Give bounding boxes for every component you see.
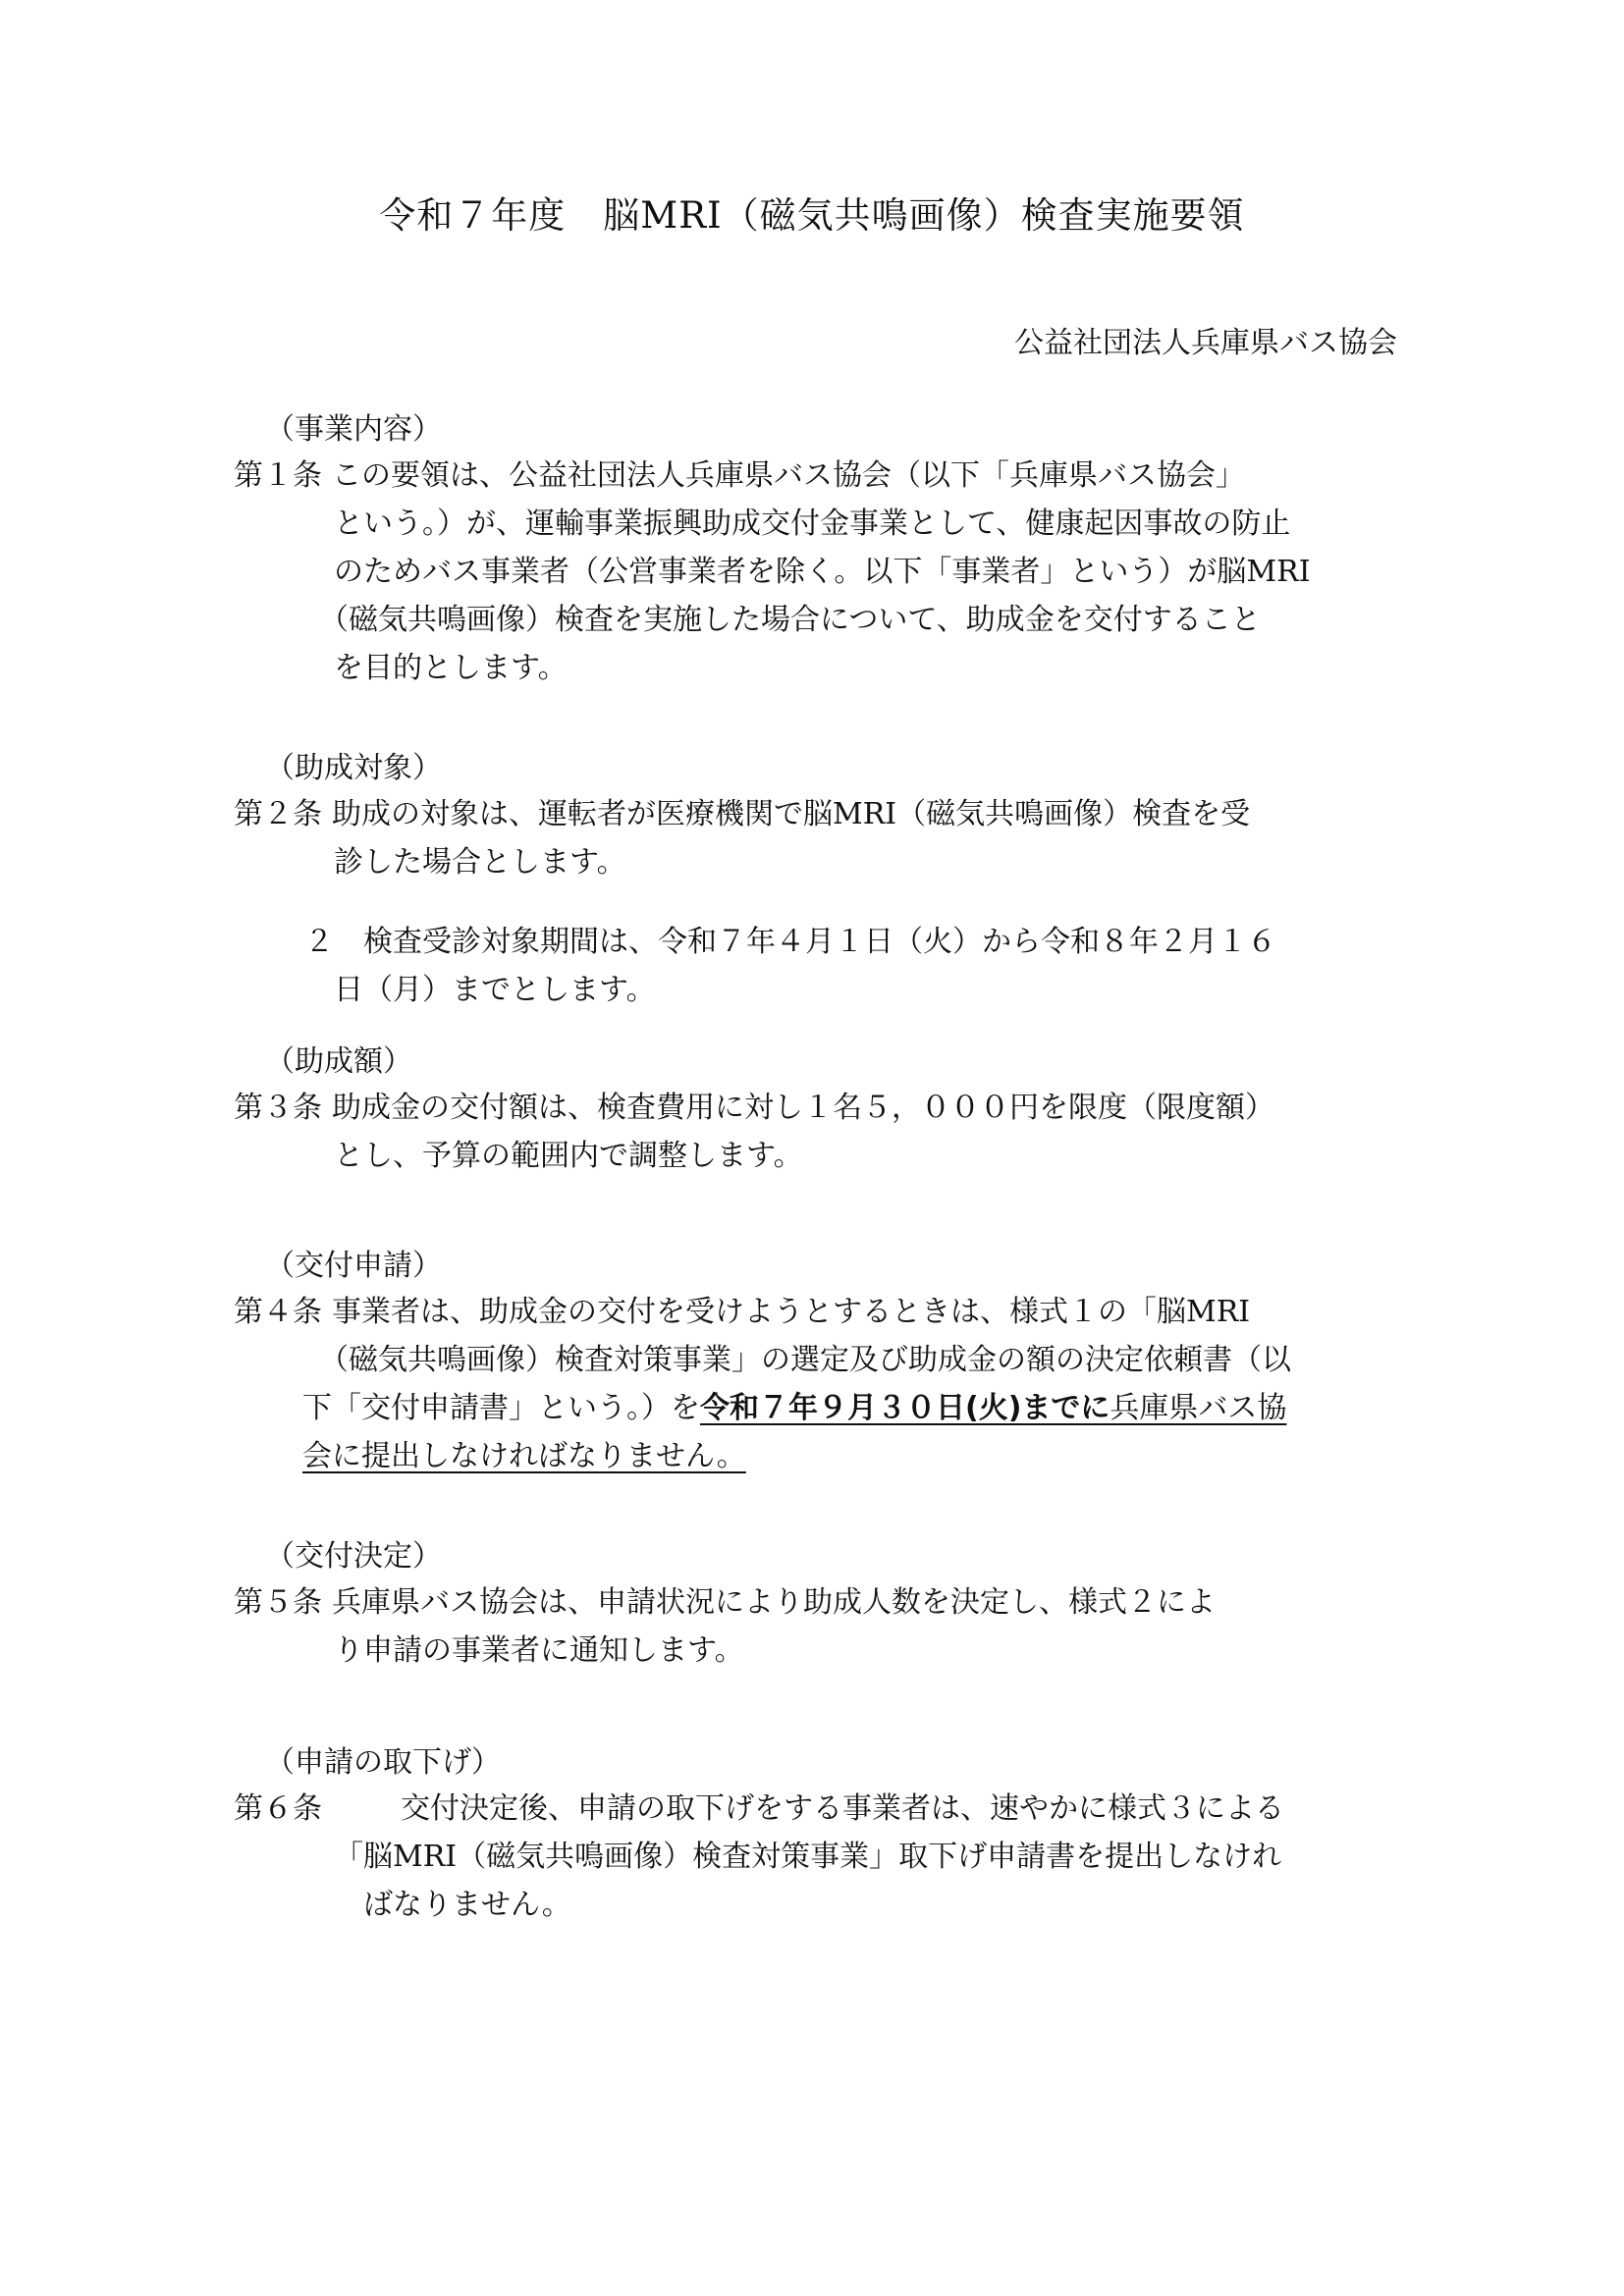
article-number: 第３条: [234, 1091, 322, 1125]
article-number: 第６条: [234, 1791, 322, 1826]
article-text: 下「交付申請書」という。）を: [302, 1391, 700, 1425]
section-heading: （事業内容）: [265, 412, 442, 447]
article-text: この要領は、公益社団法人兵庫県バス協会（以下「兵庫県バス協会」: [332, 458, 1245, 493]
article-text: 助成の対象は、運転者が医療機関で脳MRI（磁気共鳴画像）検査を受: [332, 797, 1251, 831]
document-title: 令和７年度 脳MRI（磁気共鳴画像）検査実施要領: [379, 194, 1245, 237]
section-heading: （交付申請）: [265, 1249, 442, 1283]
article-text-deadline-line: [302, 1384, 1286, 1432]
section-heading: （申請の取下げ）: [265, 1745, 501, 1780]
article-paragraph-2: ２ 検査受診対象期間は、令和７年４月１日（火）から令和８年２月１６: [304, 925, 1276, 959]
section-heading: （交付決定）: [265, 1539, 442, 1574]
article-text: （磁気共鳴画像）検査を実施した場合について、助成金を交付すること: [319, 603, 1261, 637]
article-number: 第２条: [234, 797, 322, 831]
article-first-line: [234, 1288, 1250, 1336]
article-text: を目的とします。: [334, 651, 568, 685]
article-text: 日（月）までとします。: [334, 973, 656, 1007]
article-text: 診した場合とします。: [334, 845, 626, 880]
article-first-line: [234, 452, 1245, 500]
article-first-line: [234, 1084, 1274, 1132]
article-text: り申請の事業者に通知します。: [334, 1633, 744, 1668]
article-text: という。）が、運輸事業振興助成交付金事業として、健康起因事故の防止: [334, 507, 1291, 541]
article-number: 第５条: [234, 1585, 322, 1620]
article-text-underlined: 会に提出しなければなりません。: [302, 1439, 746, 1473]
article-text: のためバス事業者（公営事業者を除く。以下「事業者」という）が脳MRI: [334, 555, 1311, 589]
organization-name: 公益社団法人兵庫県バス協会: [1014, 326, 1397, 360]
article-text: （磁気共鳴画像）検査対策事業」の選定及び助成金の額の決定依頼書（以: [319, 1343, 1291, 1377]
article-number: 第１条: [234, 458, 322, 493]
article-text: とし、予算の範囲内で調整します。: [334, 1139, 803, 1173]
section-heading: （助成対象）: [265, 751, 442, 785]
article-text: ばなりません。: [363, 1888, 571, 1922]
article-first-line: [234, 1785, 1284, 1833]
section-heading: （助成額）: [265, 1044, 412, 1079]
article-text: 兵庫県バス協会は、申請状況により助成人数を決定し、様式２によ: [332, 1585, 1216, 1620]
deadline-emphasis: 令和７年９月３０日(火)までに: [700, 1391, 1110, 1425]
article-text-underlined: 兵庫県バス協: [1110, 1391, 1287, 1425]
article-text: 「脳MRI（磁気共鳴画像）検査対策事業」取下げ申請書を提出しなけれ: [334, 1840, 1282, 1874]
article-text: 事業者は、助成金の交付を受けようとするときは、様式１の「脳MRI: [332, 1295, 1251, 1329]
article-first-line: [234, 790, 1250, 838]
article-first-line: [234, 1578, 1216, 1627]
article-number: 第４条: [234, 1295, 322, 1329]
article-text: 交付決定後、申請の取下げをする事業者は、速やかに様式３による: [401, 1791, 1284, 1826]
article-text: 助成金の交付額は、検査費用に対し１名５，０００円を限度（限度額）: [332, 1091, 1274, 1125]
